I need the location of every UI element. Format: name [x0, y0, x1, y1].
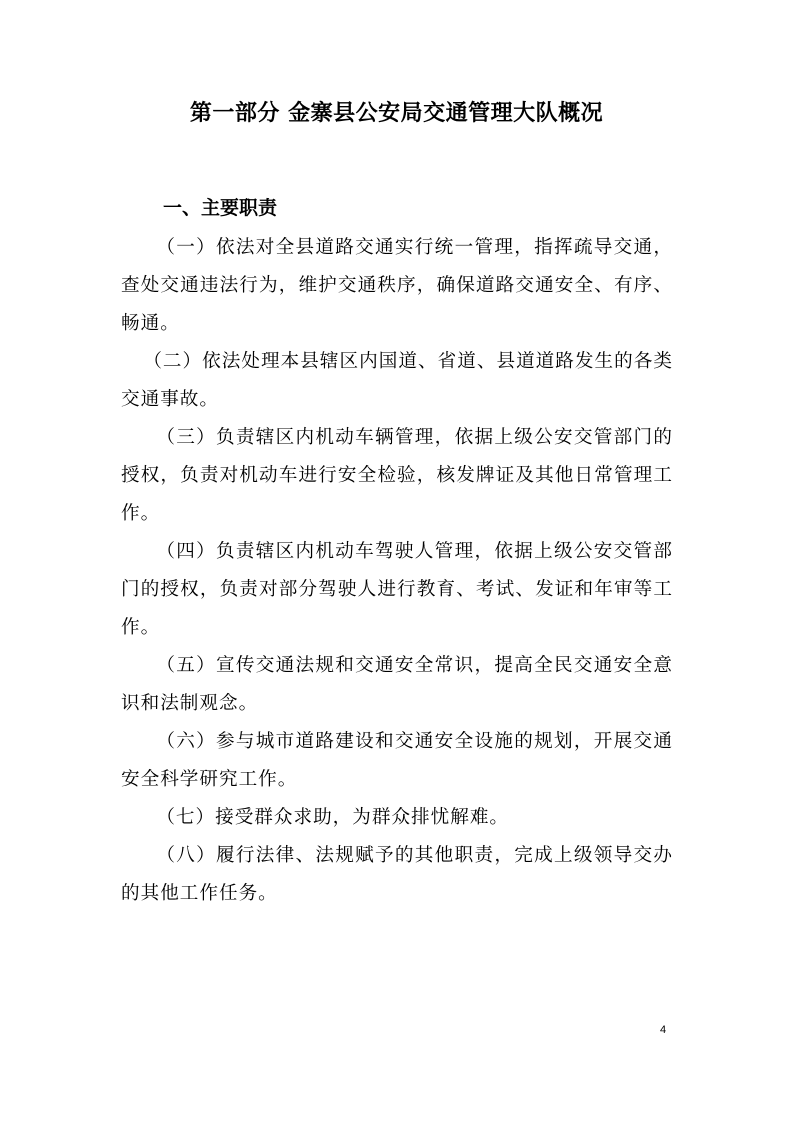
duty-paragraph-2: （二）依法处理本县辖区内国道、省道、县道道路发生的各类交通事故。 [121, 351, 673, 410]
duty-paragraph-5: （五）宣传交通法规和交通安全常识，提高全民交通安全意识和法制观念。 [121, 655, 673, 714]
duty-paragraph-6: （六）参与城市道路建设和交通安全设施的规划，开展交通安全科学研究工作。 [121, 731, 673, 790]
duty-paragraph-3: （三）负责辖区内机动车辆管理，依据上级公安交管部门的授权，负责对机动车进行安全检验，核发牌证及其他日常管理工作。 [121, 427, 673, 524]
duty-paragraph-8: （八）履行法律、法规赋予的其他职责，完成上级领导交办的其他工作任务。 [121, 845, 673, 904]
page-title: 第一部分 金寨县公安局交通管理大队概况 [189, 101, 604, 126]
page-number: 4 [660, 1024, 667, 1036]
duty-paragraph-7: （七）接受群众求助，为群众排忧解难。 [156, 807, 510, 828]
section-heading: 一、主要职责 [163, 197, 278, 219]
duty-paragraph-4: （四）负责辖区内机动车驾驶人管理，依据上级公安交管部门的授权，负责对部分驾驶人进行教育、考试、发证和年审等工作。 [121, 541, 673, 638]
duty-paragraph-1: （一）依法对全县道路交通实行统一管理，指挥疏导交通，查处交通违法行为，维护交通秩序，确保道路交通安全、有序、畅通。 [121, 237, 673, 334]
document-body [121, 229, 673, 913]
